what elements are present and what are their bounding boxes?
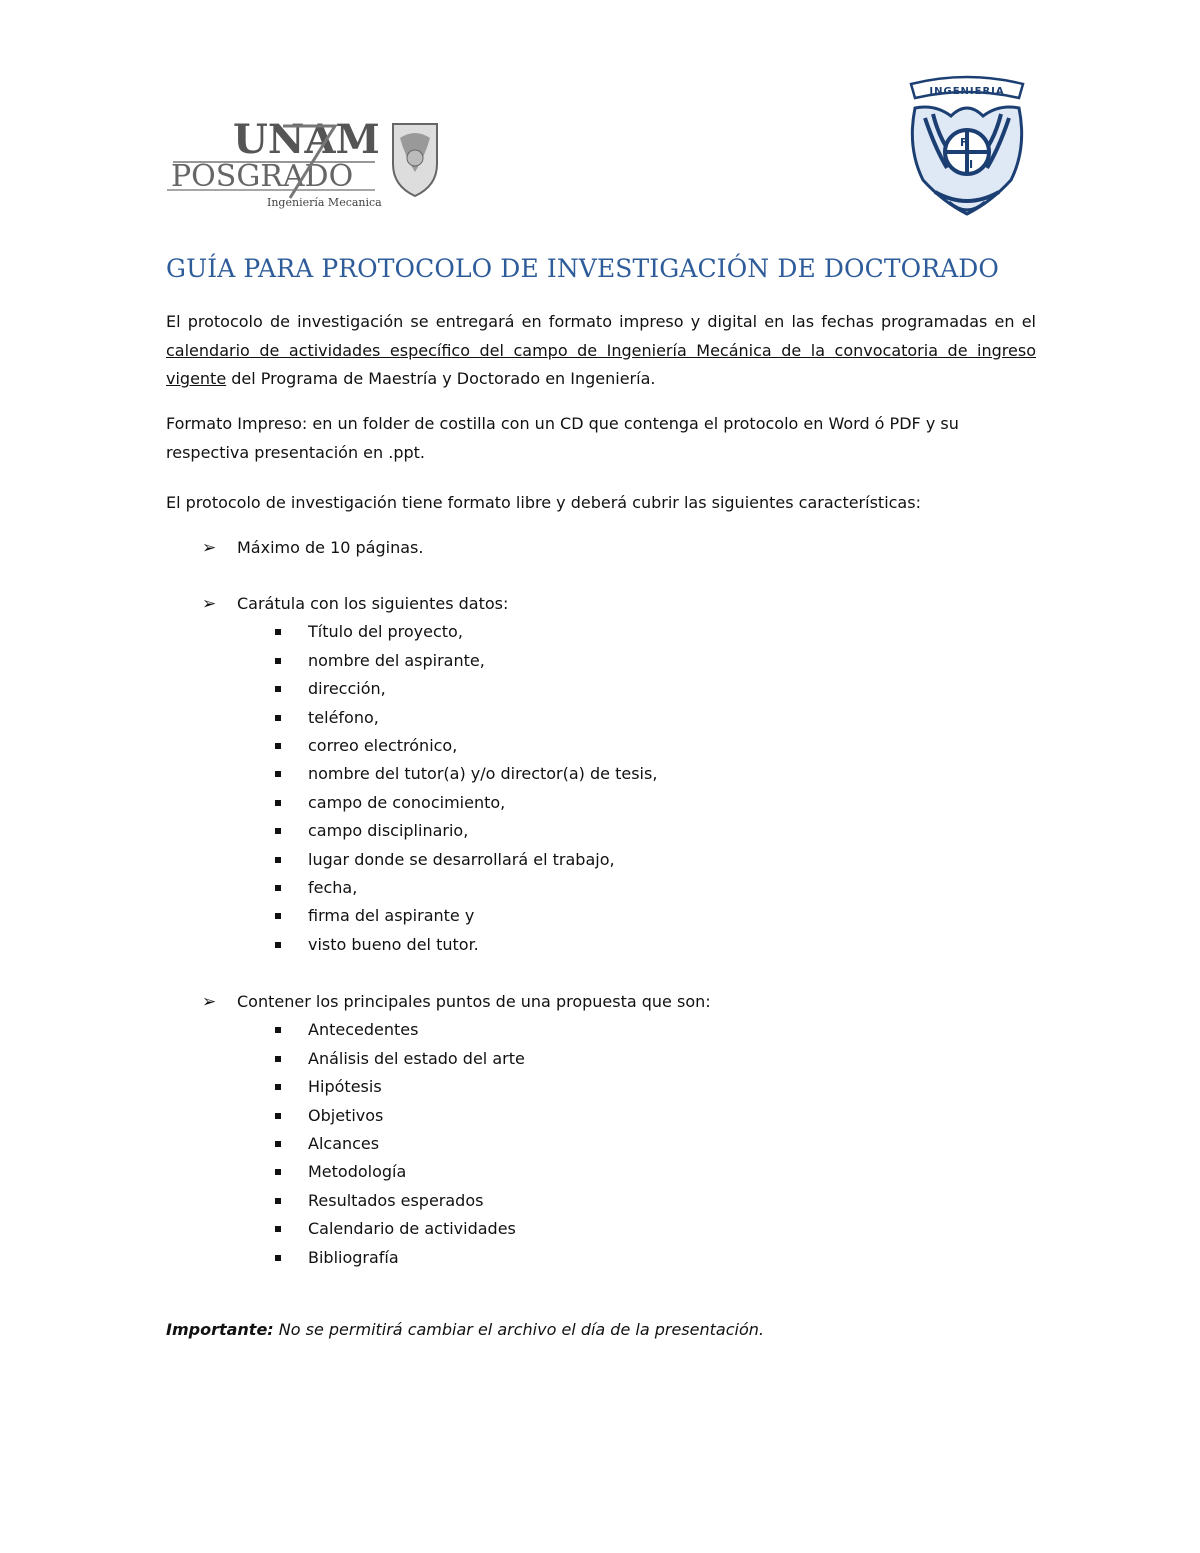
bullet-item xyxy=(202,988,1022,1272)
proposal-points-sublist xyxy=(237,1016,1022,1272)
list-item xyxy=(237,902,1022,930)
arrow-bullet-icon: ➢ xyxy=(202,594,217,614)
calendar-reference-underlined: calendario de actividades específico del campo de Ingeniería Mecánica de la convocatoria de ingreso vigente xyxy=(166,340,1036,388)
list-item-text: Antecedentes xyxy=(308,1020,419,1040)
bullet-text: Contener los principales puntos de una propuesta que son: xyxy=(237,992,711,1011)
shield-banner-text: INGENIERIA xyxy=(929,86,1005,97)
list-item-text: teléfono, xyxy=(308,707,379,727)
list-item xyxy=(237,1244,1022,1272)
list-item xyxy=(237,760,1022,788)
characteristics-paragraph: El protocolo de investigación tiene formato libre y deberá cubrir las siguientes características: xyxy=(166,493,921,512)
square-bullet-icon xyxy=(275,771,281,777)
list-item-text: nombre del aspirante, xyxy=(308,650,485,670)
square-bullet-icon xyxy=(275,715,281,721)
list-item xyxy=(237,1016,1022,1044)
list-item xyxy=(237,1187,1022,1215)
list-item xyxy=(237,647,1022,675)
list-item-text: fecha, xyxy=(308,878,358,898)
facultad-ingenieria-shield-logo xyxy=(905,74,1030,222)
square-bullet-icon xyxy=(275,913,281,919)
list-item-text: Análisis del estado del arte xyxy=(308,1048,525,1068)
list-item xyxy=(237,1102,1022,1130)
list-item-text: campo disciplinario, xyxy=(308,821,469,841)
list-item-text: dirección, xyxy=(308,679,386,699)
square-bullet-icon xyxy=(275,686,281,692)
list-item xyxy=(237,1045,1022,1073)
list-item-text: lugar donde se desarrollará el trabajo, xyxy=(308,849,615,869)
logo-posgrado-text: POSGRADO xyxy=(171,159,354,194)
bullet-item xyxy=(202,534,1022,562)
list-item-text: Resultados esperados xyxy=(308,1190,484,1210)
list-item-text: Objetivos xyxy=(308,1105,384,1125)
square-bullet-icon xyxy=(275,828,281,834)
arrow-bullet-icon: ➢ xyxy=(202,992,217,1012)
intro-text-before: El protocolo de investigación se entregará en formato impreso y digital en las fechas programadas en el xyxy=(166,312,1036,331)
square-bullet-icon xyxy=(275,800,281,806)
arrow-bullet-icon: ➢ xyxy=(202,538,217,558)
square-bullet-icon xyxy=(275,658,281,664)
list-item xyxy=(237,732,1022,760)
list-item-text: campo de conocimiento, xyxy=(308,792,506,812)
bullet-list-cover-page xyxy=(202,590,1022,959)
list-item xyxy=(237,1130,1022,1158)
svg-text:F: F xyxy=(960,136,968,149)
list-item-text: correo electrónico, xyxy=(308,736,458,756)
intro-text-after: del Programa de Maestría y Doctorado en Ingeniería. xyxy=(226,369,656,388)
list-item-text: Bibliografía xyxy=(308,1247,399,1267)
eagle-icon xyxy=(912,107,1021,214)
important-label: Importante: xyxy=(166,1320,274,1339)
list-item xyxy=(237,874,1022,902)
list-item xyxy=(237,789,1022,817)
square-bullet-icon xyxy=(275,885,281,891)
list-item-text: Hipótesis xyxy=(308,1077,382,1097)
square-bullet-icon xyxy=(275,1113,281,1119)
list-item-text: nombre del tutor(a) y/o director(a) de tesis, xyxy=(308,764,658,784)
list-item-text: Título del proyecto, xyxy=(308,622,463,642)
unam-posgrado-logo xyxy=(165,118,450,213)
list-item-text: visto bueno del tutor. xyxy=(308,934,479,954)
square-bullet-icon xyxy=(275,1255,281,1261)
bullet-list-max-pages xyxy=(202,534,1022,562)
bullet-text: Máximo de 10 páginas. xyxy=(237,538,424,557)
list-item xyxy=(237,1215,1022,1243)
square-bullet-icon xyxy=(275,1056,281,1062)
square-bullet-icon xyxy=(275,1198,281,1204)
square-bullet-icon xyxy=(275,942,281,948)
list-item xyxy=(237,704,1022,732)
logo-subtitle-text: Ingeniería Mecanica xyxy=(267,196,382,209)
square-bullet-icon xyxy=(275,1169,281,1175)
unam-shield-icon xyxy=(393,124,437,196)
bullet-text: Carátula con los siguientes datos: xyxy=(237,594,509,613)
list-item xyxy=(237,1073,1022,1101)
list-item xyxy=(237,1158,1022,1186)
bullet-item xyxy=(202,590,1022,959)
list-item xyxy=(237,846,1022,874)
list-item xyxy=(237,675,1022,703)
important-text: No se permitirá cambiar el archivo el día de la presentación. xyxy=(273,1320,764,1339)
square-bullet-icon xyxy=(275,743,281,749)
bullet-list-proposal-points xyxy=(202,988,1022,1272)
list-item-text: firma del aspirante y xyxy=(308,906,475,926)
cover-page-sublist xyxy=(237,618,1022,959)
page-title: GUÍA PARA PROTOCOLO DE INVESTIGACIÓN DE DOCTORADO xyxy=(166,254,1000,283)
square-bullet-icon xyxy=(275,857,281,863)
list-item xyxy=(237,817,1022,845)
square-bullet-icon xyxy=(275,1084,281,1090)
list-item-text: Metodología xyxy=(308,1162,407,1182)
format-paragraph: Formato Impreso: en un folder de costilla con un CD que contenga el protocolo en Word ó PDF y su respectiva presentación en .ppt. xyxy=(166,414,959,462)
svg-text:I: I xyxy=(969,158,974,171)
square-bullet-icon xyxy=(275,1141,281,1147)
logo-unam-text: UNAM xyxy=(233,118,380,163)
list-item xyxy=(237,618,1022,646)
square-bullet-icon xyxy=(275,1226,281,1232)
important-note xyxy=(166,1316,1036,1345)
square-bullet-icon xyxy=(275,1027,281,1033)
list-item-text: Calendario de actividades xyxy=(308,1219,516,1239)
intro-paragraph xyxy=(166,308,1036,394)
list-item xyxy=(237,931,1022,959)
square-bullet-icon xyxy=(275,629,281,635)
list-item-text: Alcances xyxy=(308,1134,380,1154)
